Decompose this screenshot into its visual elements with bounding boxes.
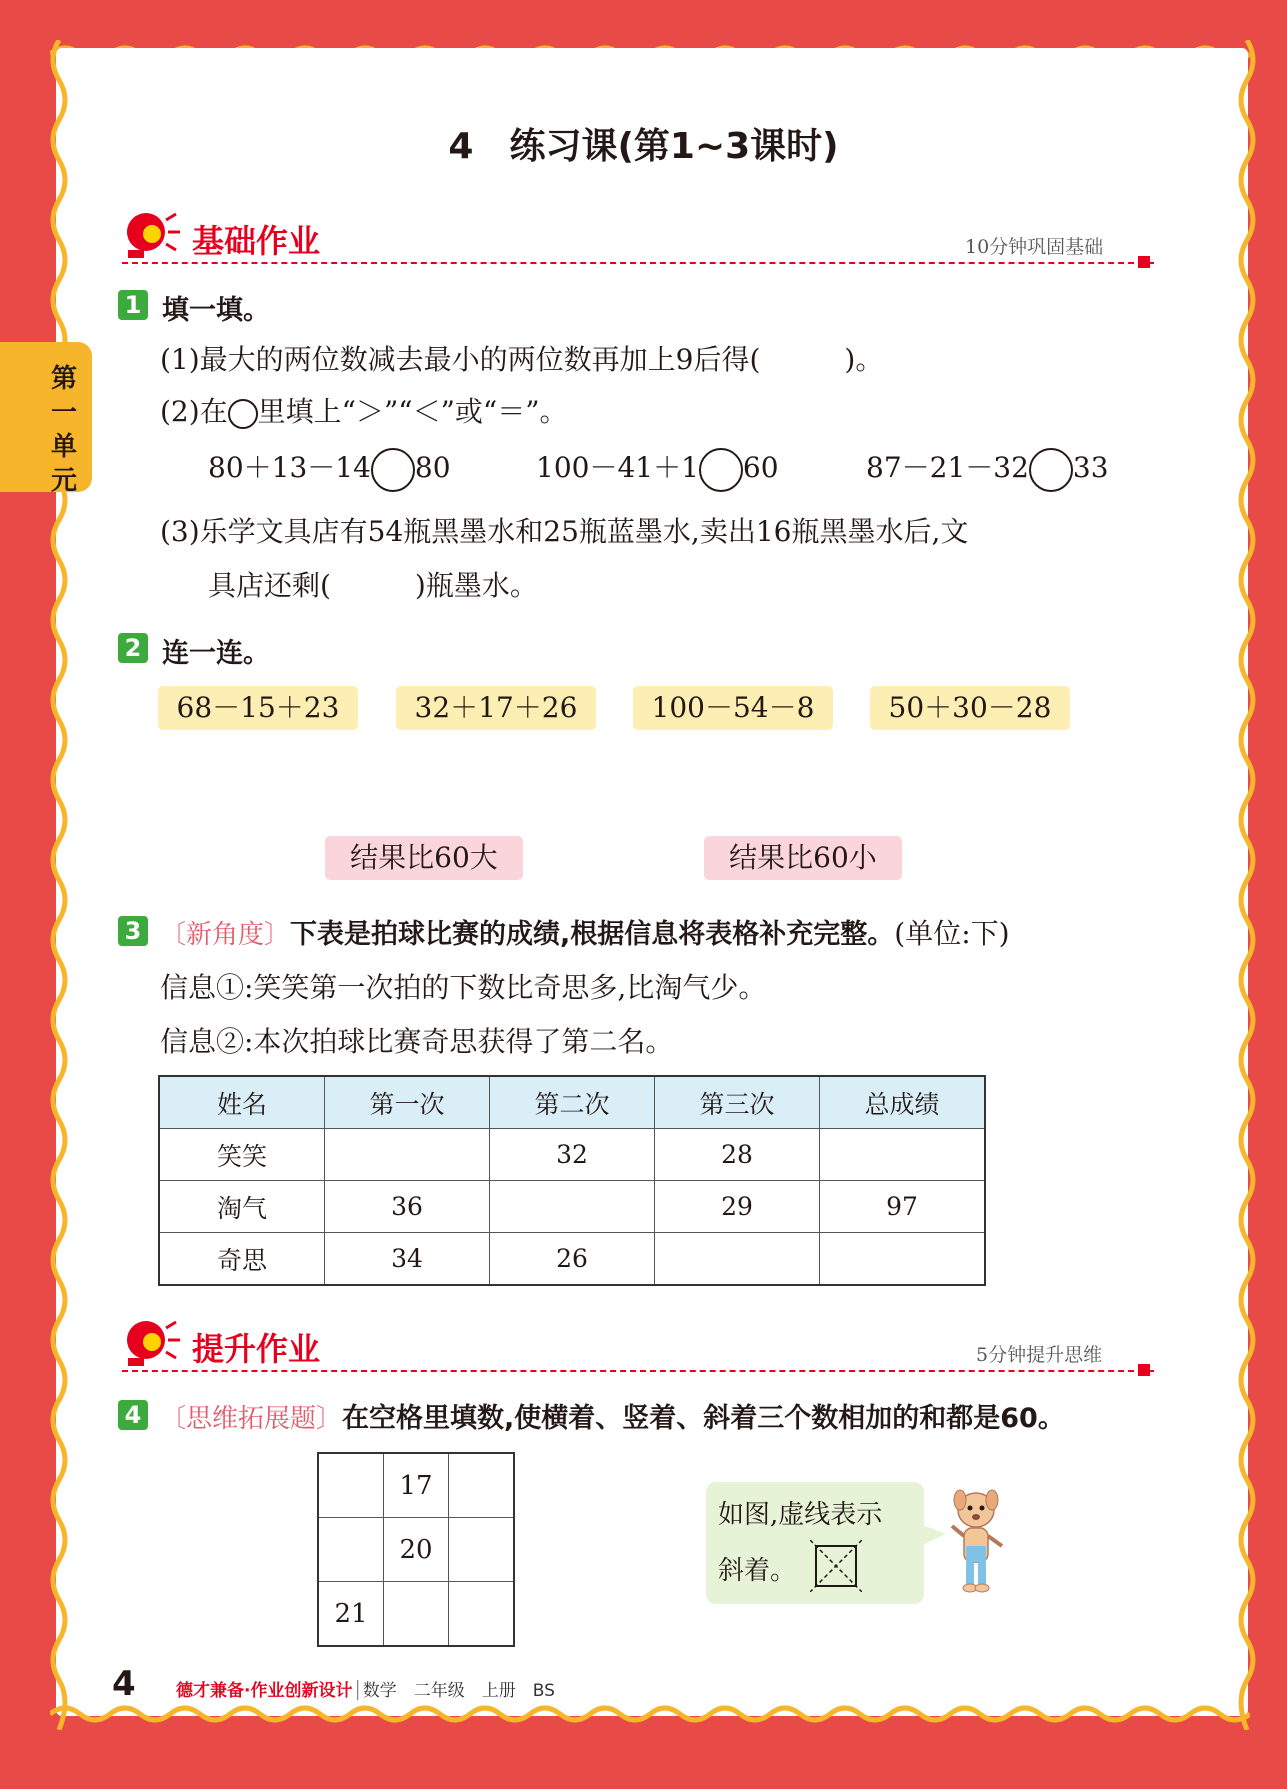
- table-cell: 34: [325, 1233, 490, 1286]
- wavy-border-bottom: [50, 1700, 1250, 1740]
- table-cell: 笑笑: [159, 1129, 325, 1181]
- question-3-number: 3: [118, 916, 148, 946]
- match-result-less[interactable]: 结果比60小: [704, 836, 902, 880]
- grid-cell[interactable]: [318, 1518, 384, 1582]
- table-cell: 36: [325, 1181, 490, 1233]
- lamp-icon: [118, 1318, 182, 1368]
- table-cell: 28: [655, 1129, 820, 1181]
- question-1-number: 1: [118, 290, 148, 320]
- hint-line-2: 斜着。: [718, 1556, 797, 1586]
- grid-cell: 20: [384, 1518, 449, 1582]
- table-cell-blank[interactable]: [655, 1233, 820, 1286]
- table-header-cell: 第三次: [655, 1076, 820, 1129]
- q1-part3-line2: 具店还剩( )瓶墨水。: [208, 569, 538, 602]
- question-3-tag: 〔新角度〕: [160, 920, 291, 950]
- table-cell-blank[interactable]: [820, 1129, 986, 1181]
- wavy-border-right: [1232, 40, 1262, 1730]
- grid-row: [318, 1518, 514, 1582]
- compare-expr-1-right: 80: [414, 451, 451, 484]
- table-cell: 29: [655, 1181, 820, 1233]
- footer-brand: 德才兼备·作业创新设计: [176, 1681, 353, 1701]
- match-result-greater[interactable]: 结果比60大: [325, 836, 523, 880]
- table-header-cell: 第一次: [325, 1076, 490, 1129]
- table-row: [159, 1233, 985, 1286]
- grid-cell: 21: [318, 1582, 384, 1647]
- table-cell: 淘气: [159, 1181, 325, 1233]
- table-cell-blank[interactable]: [325, 1129, 490, 1181]
- grid-cell[interactable]: [449, 1582, 515, 1647]
- table-row: [159, 1181, 985, 1233]
- page-title: 4 练习课(第1~3课时): [448, 126, 839, 167]
- compare-expr-3: [866, 446, 1109, 492]
- compare-expr-2: [536, 446, 779, 492]
- q3-info-1: 信息①:笑笑第一次拍的下数比奇思多,比淘气少。: [160, 971, 767, 1004]
- divider-end-mark: [1138, 1364, 1150, 1376]
- table-header-cell: 姓名: [159, 1076, 325, 1129]
- q1-part1: (1)最大的两位数减去最小的两位数再加上9后得( )。: [160, 343, 884, 376]
- section-basic-divider: [122, 262, 1154, 264]
- table-cell-blank[interactable]: [820, 1233, 986, 1286]
- lamp-icon: [118, 210, 182, 260]
- q1-part3-line1: (3)乐学文具店有54瓶黑墨水和25瓶蓝墨水,卖出16瓶黑墨水后,文: [160, 515, 969, 548]
- hint-line-1: 如图,虚线表示: [718, 1500, 883, 1530]
- compare-expr-1-left: 80＋13－14: [208, 451, 371, 484]
- table-row: [159, 1129, 985, 1181]
- section-advanced-subtitle: 5分钟提升思维: [976, 1344, 1103, 1366]
- score-table: [158, 1075, 986, 1286]
- compare-expr-2-left: 100－41＋1: [536, 451, 699, 484]
- question-4-title: 在空格里填数,使横着、竖着、斜着三个数相加的和都是60。: [342, 1403, 1065, 1434]
- question-4-tag: 〔思维拓展题〕: [160, 1404, 343, 1434]
- cartoon-dog-mascot-icon: [946, 1486, 1012, 1596]
- unit-side-tab-label: 第一单元: [50, 364, 77, 496]
- table-header-cell: 第二次: [490, 1076, 655, 1129]
- grid-cell[interactable]: [318, 1453, 384, 1518]
- page-number: 4: [112, 1664, 136, 1704]
- table-cell: 奇思: [159, 1233, 325, 1286]
- section-basic-subtitle: 10分钟巩固基础: [965, 236, 1104, 258]
- table-cell: 97: [820, 1181, 986, 1233]
- grid-cell[interactable]: [449, 1453, 515, 1518]
- question-3-unit: (单位:下): [894, 917, 1010, 950]
- compare-expr-3-right: 33: [1072, 451, 1109, 484]
- grid-row: [318, 1582, 514, 1647]
- match-expression-3[interactable]: 100－54－8: [633, 686, 833, 730]
- divider-end-mark: [1138, 256, 1150, 268]
- q1-part2-prefix: (2)在: [160, 395, 228, 428]
- section-advanced-divider: [122, 1370, 1154, 1372]
- question-4-line: [160, 1396, 1065, 1435]
- example-circle: [228, 399, 258, 429]
- match-expression-4[interactable]: 50＋30－28: [870, 686, 1070, 730]
- table-cell: 32: [490, 1129, 655, 1181]
- q1-part2-suffix: 里填上“＞”“＜”或“＝”。: [257, 395, 568, 428]
- grid-cell[interactable]: [449, 1518, 515, 1582]
- question-3-line: [160, 912, 1010, 952]
- bubble-tail: [920, 1520, 946, 1550]
- table-cell-blank[interactable]: [490, 1181, 655, 1233]
- table-header-cell: 总成绩: [820, 1076, 986, 1129]
- q1-part2-prompt: [160, 390, 568, 430]
- magic-square-grid: [317, 1452, 515, 1647]
- section-basic-heading: 基础作业: [192, 222, 321, 260]
- compare-circle-2[interactable]: [699, 448, 743, 492]
- question-3-title: 下表是拍球比赛的成绩,根据信息将表格补充完整。: [290, 919, 895, 950]
- match-expression-2[interactable]: 32＋17＋26: [396, 686, 596, 730]
- question-2-title: 连一连。: [162, 638, 270, 669]
- grid-cell[interactable]: [384, 1582, 449, 1647]
- diagonal-example-icon: [810, 1540, 862, 1592]
- grid-row: [318, 1453, 514, 1518]
- question-2-number: 2: [118, 633, 148, 663]
- compare-expr-3-left: 87－21－32: [866, 451, 1029, 484]
- section-advanced-heading: 提升作业: [192, 1330, 321, 1368]
- table-cell: 26: [490, 1233, 655, 1286]
- footer-info: 德才兼备·作业创新设计│数学 二年级 上册 BS: [176, 1681, 555, 1701]
- compare-expr-2-right: 60: [742, 451, 779, 484]
- table-header-row: [159, 1076, 985, 1129]
- question-1-title: 填一填。: [162, 295, 270, 326]
- compare-circle-1[interactable]: [371, 448, 415, 492]
- match-expression-1[interactable]: 68－15＋23: [158, 686, 358, 730]
- question-4-number: 4: [118, 1400, 148, 1430]
- footer-book-info: 数学 二年级 上册 BS: [362, 1681, 555, 1701]
- grid-cell: 17: [384, 1453, 449, 1518]
- wavy-border-left: [44, 40, 74, 1730]
- q3-info-2: 信息②:本次拍球比赛奇思获得了第二名。: [160, 1025, 674, 1058]
- compare-circle-3[interactable]: [1029, 448, 1073, 492]
- compare-expr-1: [208, 446, 451, 492]
